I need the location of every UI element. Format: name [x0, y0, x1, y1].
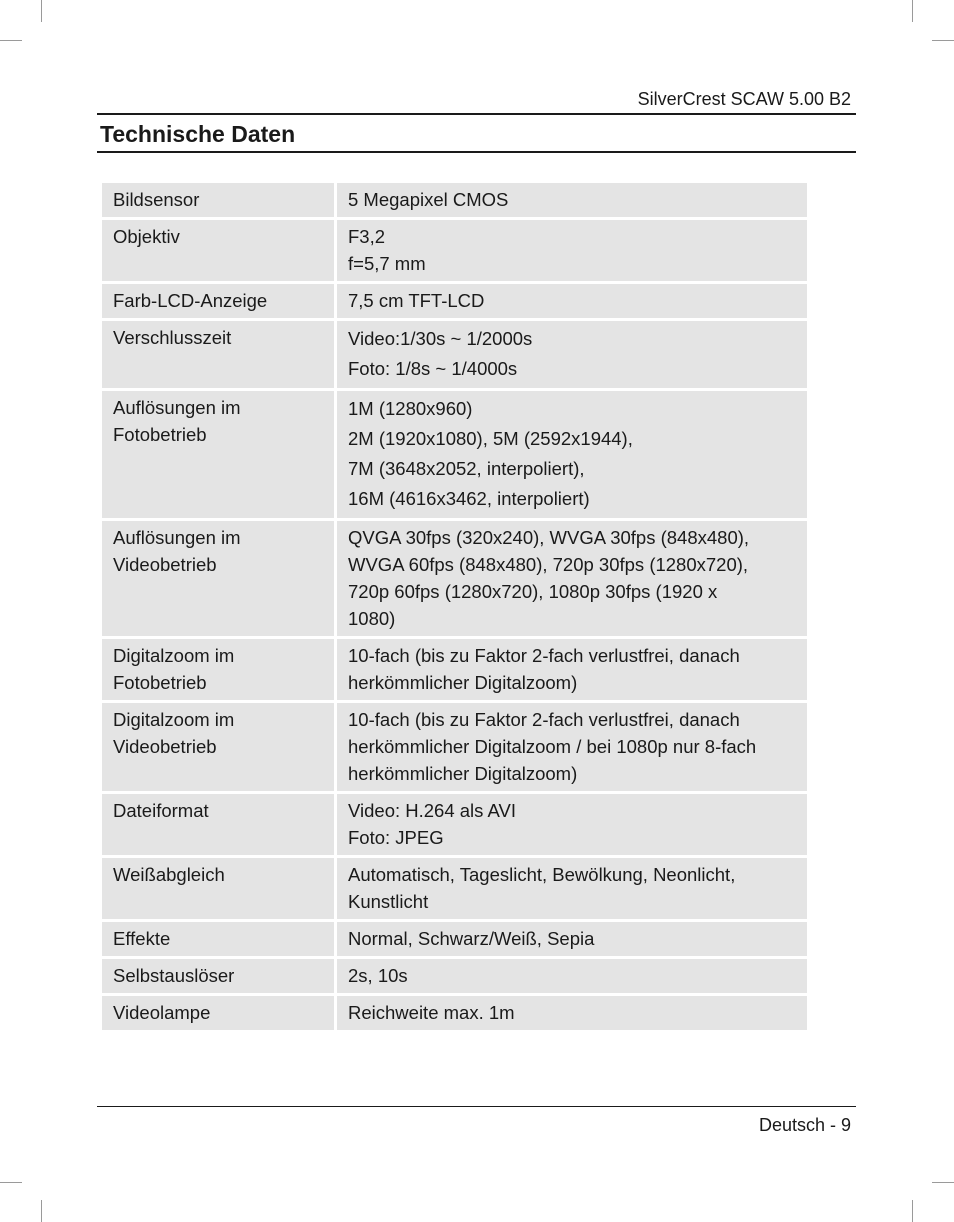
spec-value-cell	[337, 858, 807, 919]
spec-value-cell	[337, 922, 807, 956]
spec-value: herkömmlicher Digitalzoom)	[348, 763, 578, 784]
spec-label: Farb-LCD-Anzeige	[113, 290, 268, 311]
crop-mark	[932, 40, 954, 41]
spec-label: Verschlusszeit	[113, 327, 232, 348]
spec-value: 720p 60fps (1280x720), 1080p 30fps (1920 x	[348, 581, 718, 602]
spec-label: Auflösungen im	[113, 527, 241, 548]
spec-label-cell	[102, 220, 334, 281]
crop-mark	[0, 40, 22, 41]
spec-label-cell	[102, 183, 334, 217]
table-row	[102, 996, 807, 1030]
spec-label-cell	[102, 391, 334, 518]
footer-rule	[97, 1106, 856, 1107]
spec-value: Automatisch, Tageslicht, Bewölkung, Neonlicht,	[348, 864, 736, 885]
spec-label: Auflösungen im	[113, 397, 241, 418]
spec-label-cell	[102, 703, 334, 791]
spec-table-body	[102, 183, 807, 1030]
spec-value: 16M (4616x3462, interpoliert)	[348, 488, 590, 509]
spec-label: Effekte	[113, 928, 171, 949]
table-row	[102, 959, 807, 993]
spec-label-cell	[102, 639, 334, 700]
table-row	[102, 703, 807, 791]
header-rule-bottom	[97, 151, 856, 153]
spec-value-cell	[337, 639, 807, 700]
footer-page-label: Deutsch - 9	[758, 1115, 851, 1135]
spec-label: Digitalzoom im	[113, 645, 235, 666]
spec-value: Normal, Schwarz/Weiß, Sepia	[348, 928, 595, 949]
spec-value: Kunstlicht	[348, 891, 429, 912]
spec-value-cell	[337, 521, 807, 636]
spec-label: Selbstauslöser	[113, 965, 235, 986]
spec-value-cell	[337, 794, 807, 855]
spec-value: herkömmlicher Digitalzoom)	[348, 672, 578, 693]
header-model-name: SilverCrest SCAW 5.00 B2	[637, 89, 851, 109]
spec-label: Digitalzoom im	[113, 709, 235, 730]
spec-value: 7M (3648x2052, interpoliert),	[348, 458, 585, 479]
spec-value: herkömmlicher Digitalzoom / bei 1080p nur 8-fach	[348, 736, 757, 757]
spec-value: 10-fach (bis zu Faktor 2-fach verlustfrei, danach	[348, 709, 740, 730]
spec-value-cell	[337, 321, 807, 388]
spec-value: 7,5 cm TFT-LCD	[348, 290, 485, 311]
table-row	[102, 639, 807, 700]
crop-mark	[912, 1200, 913, 1222]
spec-label-cell	[102, 321, 334, 388]
table-row	[102, 858, 807, 919]
crop-mark	[912, 0, 913, 22]
spec-value-cell	[337, 183, 807, 217]
spec-value: 10-fach (bis zu Faktor 2-fach verlustfrei, danach	[348, 645, 740, 666]
crop-mark	[41, 1200, 42, 1222]
table-row	[102, 183, 807, 217]
spec-label-cell	[102, 521, 334, 636]
spec-value: 2M (1920x1080), 5M (2592x1944),	[348, 428, 633, 449]
spec-label-cell	[102, 284, 334, 318]
spec-value: 1M (1280x960)	[348, 398, 473, 419]
spec-label-cell	[102, 858, 334, 919]
spec-label-cell	[102, 959, 334, 993]
crop-mark	[932, 1182, 954, 1183]
spec-label-cell	[102, 996, 334, 1030]
spec-label: Videolampe	[113, 1002, 211, 1023]
crop-mark	[41, 0, 42, 22]
spec-value-cell	[337, 703, 807, 791]
section-title: Technische Daten	[100, 121, 296, 147]
table-row	[102, 521, 807, 636]
spec-value: 1080)	[348, 608, 396, 629]
spec-table	[99, 180, 810, 1033]
spec-value: Reichweite max. 1m	[348, 1002, 515, 1023]
spec-value-cell	[337, 959, 807, 993]
spec-value: QVGA 30fps (320x240), WVGA 30fps (848x480),	[348, 527, 750, 548]
table-row	[102, 391, 807, 518]
table-row	[102, 321, 807, 388]
spec-label-cell	[102, 922, 334, 956]
spec-value: WVGA 60fps (848x480), 720p 30fps (1280x720),	[348, 554, 749, 575]
table-row	[102, 284, 807, 318]
spec-value-cell	[337, 220, 807, 281]
spec-value: Video: H.264 als AVI	[348, 800, 516, 821]
spec-label: Dateiformat	[113, 800, 209, 821]
spec-value: F3,2	[348, 226, 386, 247]
table-row	[102, 922, 807, 956]
table-row	[102, 794, 807, 855]
spec-label: Fotobetrieb	[113, 424, 207, 445]
table-row	[102, 220, 807, 281]
crop-mark	[0, 1182, 22, 1183]
spec-value: 2s, 10s	[348, 965, 408, 986]
spec-value-cell	[337, 996, 807, 1030]
spec-value: 5 Megapixel CMOS	[348, 189, 509, 210]
spec-label-cell	[102, 794, 334, 855]
spec-value: Video:1/30s ~ 1/2000s	[348, 328, 533, 349]
spec-label: Fotobetrieb	[113, 672, 207, 693]
spec-label: Weißabgleich	[113, 864, 225, 885]
spec-label: Bildsensor	[113, 189, 200, 210]
spec-value-cell	[337, 284, 807, 318]
spec-value: f=5,7 mm	[348, 253, 426, 274]
spec-label: Videobetrieb	[113, 736, 217, 757]
spec-label: Videobetrieb	[113, 554, 217, 575]
spec-label: Objektiv	[113, 226, 180, 247]
spec-value: Foto: 1/8s ~ 1/4000s	[348, 358, 518, 379]
spec-value-cell	[337, 391, 807, 518]
header-rule-top	[97, 113, 856, 115]
spec-value: Foto: JPEG	[348, 827, 444, 848]
